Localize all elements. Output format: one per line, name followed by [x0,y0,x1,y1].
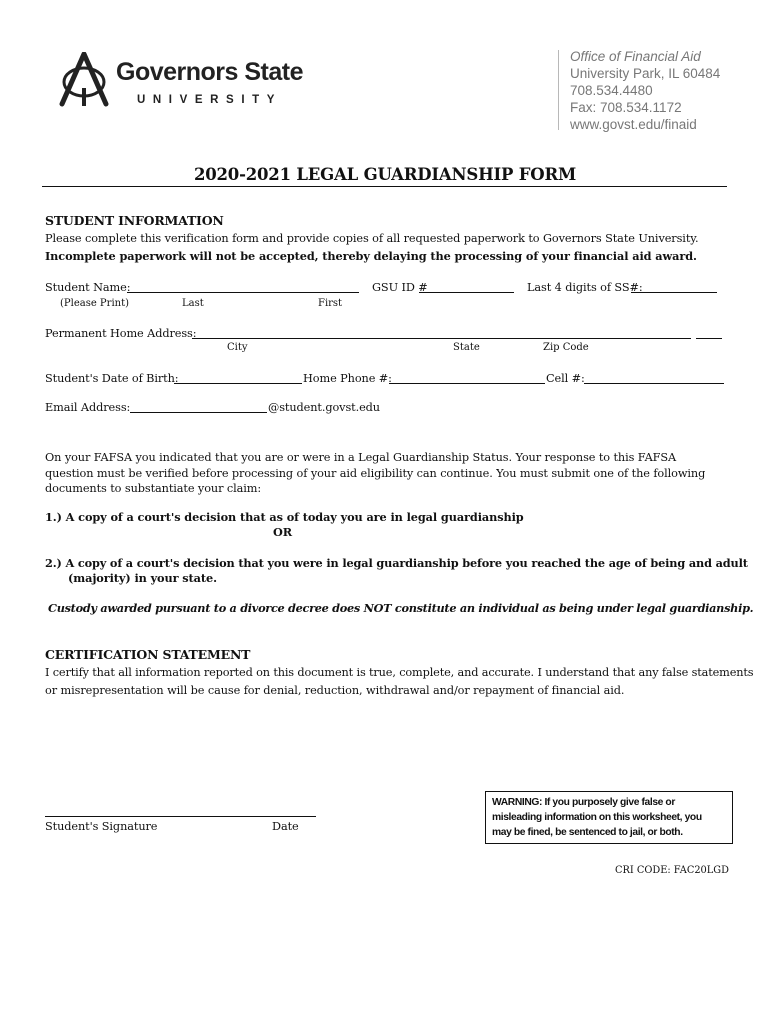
certification-line-2: or misrepresentation will be cause for denial, reduction, withdrawal and/or repayment of financial aid. [45,684,625,697]
office-address: University Park, IL 60484 [570,66,721,81]
certification-heading: CERTIFICATION STATEMENT [45,647,251,662]
office-name: Office of Financial Aid [570,49,701,64]
please-print: (Please Print) [60,298,130,309]
last-name-caption: Last [182,298,204,309]
certification-line-1: I certify that all information reported on this document is true, complete, and accurate. I understand that any false statements [45,666,754,679]
option-1: 1.) A copy of a court's decision that as of today you are in legal guardianship [45,510,524,524]
incomplete-warning: Incomplete paperwork will not be accepted, thereby delaying the processing of your financial aid award. [45,249,697,263]
city-caption: City [227,342,248,353]
option-or: OR [273,525,293,539]
email-field[interactable] [130,412,267,413]
instructions: Please complete this verification form and provide copies of all requested paperwork to Governors State University. [45,232,699,245]
office-phone: 708.534.4480 [570,83,653,98]
office-contact [570,48,720,133]
title-rule [42,186,727,187]
gsu-id-field[interactable] [419,292,514,293]
zip-caption: Zip Code [543,342,589,353]
logo-university: UNIVERSITY [137,94,283,106]
signature-field[interactable] [45,816,316,817]
student-info-heading: STUDENT INFORMATION [45,213,224,228]
warning-box [485,791,733,844]
logo-name: Governors State [116,58,304,86]
office-web: www.govst.edu/finaid [570,117,697,132]
header-divider [558,50,559,130]
custody-note: Custody awarded pursuant to a divorce decree does NOT constitute an individual as being under legal guardianship. [48,601,754,615]
email-domain: @student.govst.edu [268,401,380,414]
cri-code: CRI CODE: FAC20LGD [615,865,729,876]
address-extra-field[interactable] [696,338,722,339]
ss-field[interactable] [631,292,717,293]
option-2-cont: (majority) in your state. [68,571,217,585]
cell-field[interactable] [584,383,724,384]
gsu-id-label: GSU ID # [372,281,428,294]
state-caption: State [453,342,480,353]
cell-label: Cell #: [546,372,585,385]
first-name-caption: First [318,298,343,309]
home-phone-field[interactable] [389,383,545,384]
fafsa-intro: On your FAFSA you indicated that you are or were in a Legal Guardianship Status. Your response to this FAFSA question must be verified before processing of your aid eligibility can continue. You must submit one of the following documents to substantiate your claim: [45,451,706,495]
dob-field[interactable] [174,383,302,384]
student-name-label: Student Name: [45,281,131,294]
address-field[interactable] [192,338,691,339]
student-name-field[interactable] [127,292,359,293]
ss-label: Last 4 digits of SS#: [527,281,643,294]
signature-label: Student's Signature [45,820,158,833]
warning-line-2: misleading information on this worksheet, you [492,812,702,823]
warning-line-1: WARNING: If you purposely give false or [492,797,675,808]
email-label: Email Address: [45,401,131,414]
warning-line-3: may be fined, be sentenced to jail, or both. [492,827,683,838]
dob-label: Student's Date of Birth: [45,372,179,385]
date-label: Date [272,820,299,833]
home-phone-label: Home Phone #: [303,372,392,385]
option-2: 2.) A copy of a court's decision that you were in legal guardianship before you reached the age of being and adult [45,556,748,570]
office-fax: Fax: 708.534.1172 [570,100,682,115]
gsu-logo-icon [58,52,110,108]
form-title: 2020-2021 LEGAL GUARDIANSHIP FORM [193,165,577,184]
address-label: Permanent Home Address: [45,327,197,340]
